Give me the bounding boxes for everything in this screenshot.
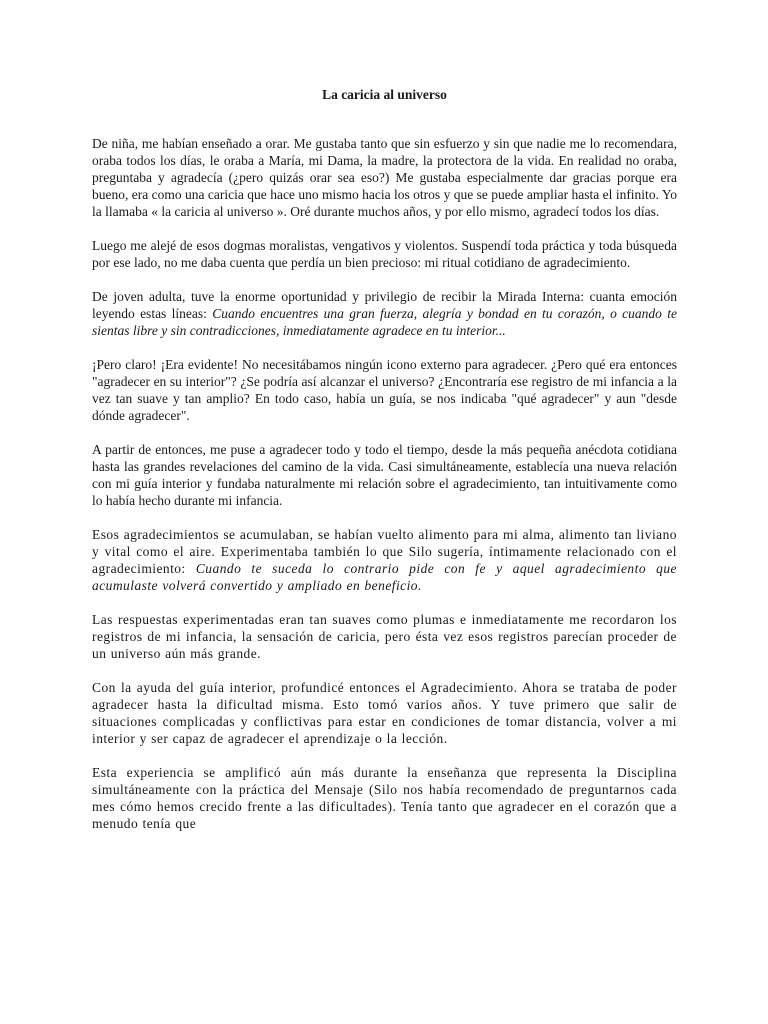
paragraph-6-quote: Cuando te suceda lo contrario pide con fe y aquel agradecimiento que acumulaste volverá convertido y ampliado en beneficio. <box>92 561 677 593</box>
paragraph-6 <box>92 526 677 594</box>
paragraph-8 <box>92 679 677 747</box>
paragraph-9 <box>92 764 677 832</box>
document-page <box>92 86 677 832</box>
paragraph-5-text: A partir de entonces, me puse a agradecer todo y todo el tiempo, desde la más pequeña anécdota cotidiana hasta las grandes revelaciones del camino de la vida. Casi simultáneamente, establecía una nueva relación con mi guía interior y fundaba naturalmente mi relación sobre el agradecimiento, tan intuitivamente como lo había hecho durante mi infancia. <box>92 442 677 508</box>
paragraph-2-text: Luego me alejé de esos dogmas moralistas, vengativos y violentos. Suspendí toda práctica y toda búsqueda por ese lado, no me daba cuenta que perdía un bien precioso: mi ritual cotidiano de agradecimiento. <box>92 238 677 270</box>
paragraph-7 <box>92 611 677 662</box>
paragraph-4 <box>92 356 677 424</box>
paragraph-7-text: Las respuestas experimentadas eran tan suaves como plumas e inmediatamente me recordaron los registros de mi infancia, la sensación de caricia, pero ésta vez esos registros parecían proceder de un universo aún más grande. <box>92 612 677 661</box>
paragraph-1 <box>92 135 677 220</box>
paragraph-1-text: De niña, me habían enseñado a orar. Me gustaba tanto que sin esfuerzo y sin que nadie me lo recomendara, oraba todos los días, le oraba a María, mi Dama, la madre, la protectora de la vida. En realidad no oraba, preguntaba y agradecía (¿pero quizás orar sea eso?) Me gustaba especialmente dar gracias porque era bueno, era como una caricia que hace uno mismo hacia los otros y que se puede ampliar hasta el infinito. Yo la llamaba « la caricia al universo ». Oré durante muchos años, y por ello mismo, agradecí todos los días. <box>92 136 677 219</box>
paragraph-6-text: Esos agradecimientos se acumulaban, se habían vuelto alimento para mi alma, alimento tan liviano y vital como el aire. Experimentaba también lo que Silo sugería, íntimamente relacionado con el agradecimiento: <box>92 527 677 576</box>
document-title: La caricia al universo <box>322 87 447 102</box>
paragraph-4-text: ¡Pero claro! ¡Era evidente! No necesitábamos ningún icono externo para agradecer. ¿Pero qué era entonces "agradecer en su interior"? ¿Se podría así alcanzar el universo? ¿Encontraría ese registro de mi infancia a la vez tan suave y tan amplio? En todo caso, había un guía, se nos indicaba "qué agradecer" y aun "desde dónde agradecer". <box>92 357 677 423</box>
paragraph-8-text: Con la ayuda del guía interior, profundicé entonces el Agradecimiento. Ahora se trataba de poder agradecer hasta la dificultad misma. Esto tomó varios años. Y tuve primero que salir de situaciones complicadas y conflictivas para estar en condiciones de tomar distancia, volver a mi interior y ser capaz de agradecer el aprendizaje o la lección. <box>92 680 677 746</box>
paragraph-3-quote: Cuando encuentres una gran fuerza, alegría y bondad en tu corazón, o cuando te sientas libre y sin contradicciones, inmediatamente agradece en tu interior... <box>92 306 677 338</box>
paragraph-3-text: De joven adulta, tuve la enorme oportunidad y privilegio de recibir la Mirada Interna: cuanta emoción leyendo estas líneas: <box>92 289 677 321</box>
paragraph-3 <box>92 288 677 339</box>
paragraph-2 <box>92 237 677 271</box>
paragraph-9-text: Esta experiencia se amplificó aún más durante la enseñanza que representa la Disciplina simultáneamente con la práctica del Mensaje (Silo nos había recomendado de preguntarnos cada mes cómo hemos crecido frente a las dificultades). Tenía tanto que agradecer en el corazón que a menudo tenía que <box>92 765 677 831</box>
paragraph-5 <box>92 441 677 509</box>
